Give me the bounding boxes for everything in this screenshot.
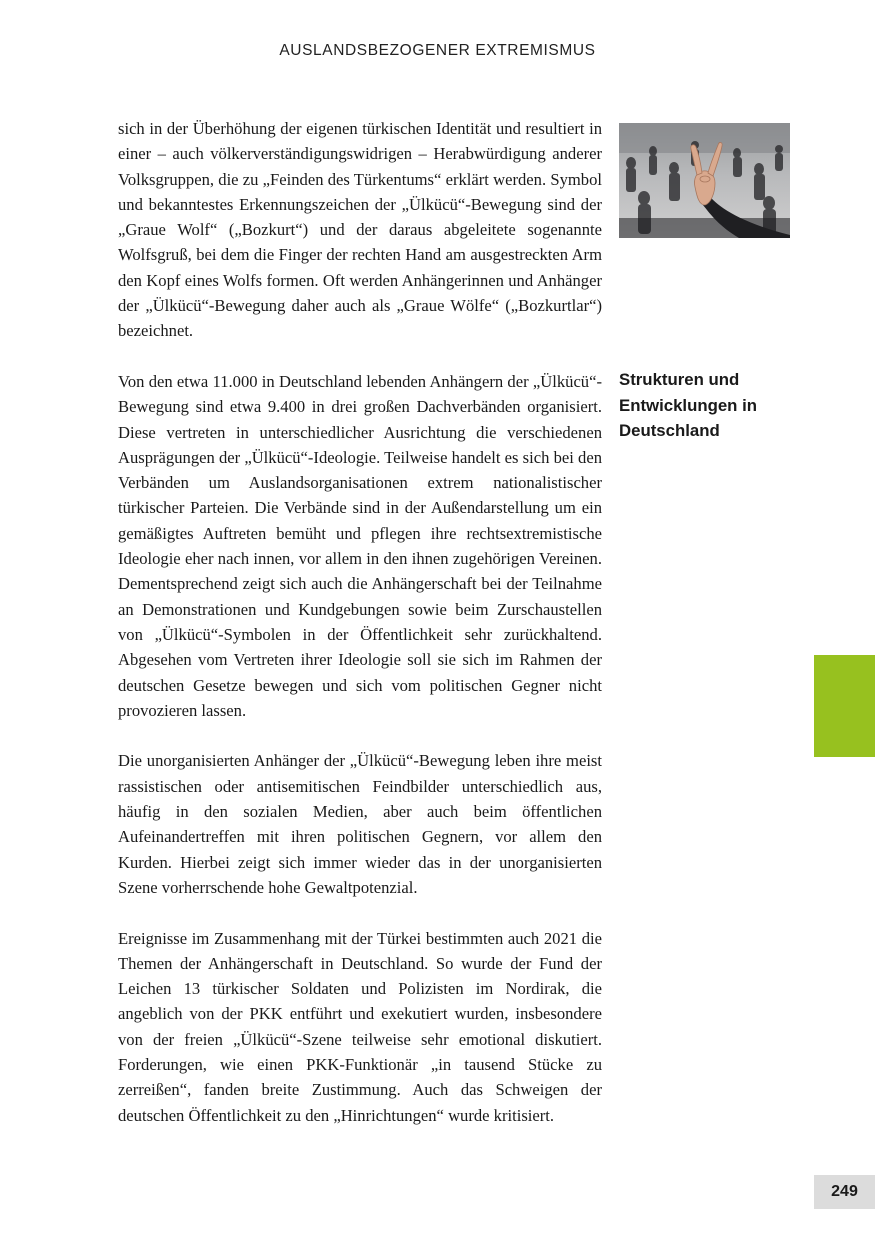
body-paragraph-1: sich in der Überhöhung der eigenen türkischen Identität und resultiert in einer – auch völkerverständigungswidrigen – Herabwürdigung anderer Volksgruppen, die zu „Feinden des Türkentums“ erklärt werden. Symbol und bekanntestes Erkennungszeichen der „Ülkücü“-Bewegung sind der „Graue Wolf“ („Bozkurt“) und der daraus abgeleitete sogenannte Wolfsgruß, bei dem die Finger der rechten Hand am ausgestreckten Arm den Kopf eines Wolfs formen. Oft werden Anhängerinnen und Anhänger der „Ülkücü“-Bewegung daher auch als „Graue Wölfe“ („Bozkurtlar“) bezeichnet. <box>118 119 602 341</box>
main-text-column <box>118 116 602 1153</box>
body-paragraph-4: Ereignisse im Zusammenhang mit der Türkei bestimmten auch 2021 die Themen der Anhängerschaft in Deutschland. So wurde der Fund der Leichen 13 türkischer Soldaten und Polizisten im Nordirak, die angeblich von der PKK entführt und exekutiert wurden, insbesondere von der freien „Ülkücü“-Szene teilweise sehr emotional diskutiert. Forderungen, wie einen PKK-Funktionär „in tausend Stücke zu zerreißen“, fanden breite Zustimmung. Auch das Schweigen der deutschen Öffentlichkeit zu den „Hinrichtungen“ wurde kritisiert. <box>118 928 602 1125</box>
chapter-tab-marker <box>814 655 875 757</box>
side-heading-line-3: Deutschland <box>619 421 720 440</box>
side-heading-line-1: Strukturen und <box>619 370 740 389</box>
wolf-salute-photo <box>619 123 790 238</box>
side-heading-line-2: Entwicklungen in <box>619 395 757 415</box>
body-paragraph-2: Von den etwa 11.000 in Deutschland lebenden Anhängern der „Ülkücü“-Bewegung sind etwa 9.400 in drei großen Dachverbänden organisiert. Diese vertreten in unterschiedlicher Ausrichtung die verschiedenen Ausprägungen der „Ülkücü“-Ideologie. Teilweise handelt es sich bei den Verbänden um Auslandsorganisationen extrem nationalistischer türkischer Parteien. Die Verbände sind in der Außendarstellung um ein gemäßigtes Auftreten bemüht und pflegen ihre rechtsextremistische Ideologie eher nach innen, vor allem in den ihnen zugehörigen Vereinen. Dementsprechend zeigt sich auch die Anhängerschaft bei der Teilnahme an Demonstrationen und Kundgebungen sowie beim Zurschaustellen von „Ülkücü“-Symbolen in der Öffentlichkeit sehr zurückhaltend. Abgesehen vom Vertreten ihrer Ideologie soll sie sich im Rahmen der deutschen Gesetze bewegen und sich vom politischen Gegner nicht provozieren lassen. <box>118 371 602 720</box>
body-paragraph-3: Die unorganisierten Anhänger der „Ülkücü“-Bewegung leben ihre meist rassistischen oder antisemitischen Feindbilder unterschiedlich aus, häufig in den sozialen Medien, aber auch beim öffentlichen Aufeinandertreffen mit ihren politischen Gegnern, vor allem den Kurden. Hierbei zeigt sich immer wieder das in der unorganisierten Szene vorherrschende hohe Gewaltpotenzial. <box>118 751 602 897</box>
page-number: 249 <box>814 1175 875 1209</box>
wolf-salute-hand-image <box>619 123 790 238</box>
side-heading <box>619 367 819 444</box>
running-header: AUSLANDSBEZOGENER EXTREMISMUS <box>279 42 596 59</box>
